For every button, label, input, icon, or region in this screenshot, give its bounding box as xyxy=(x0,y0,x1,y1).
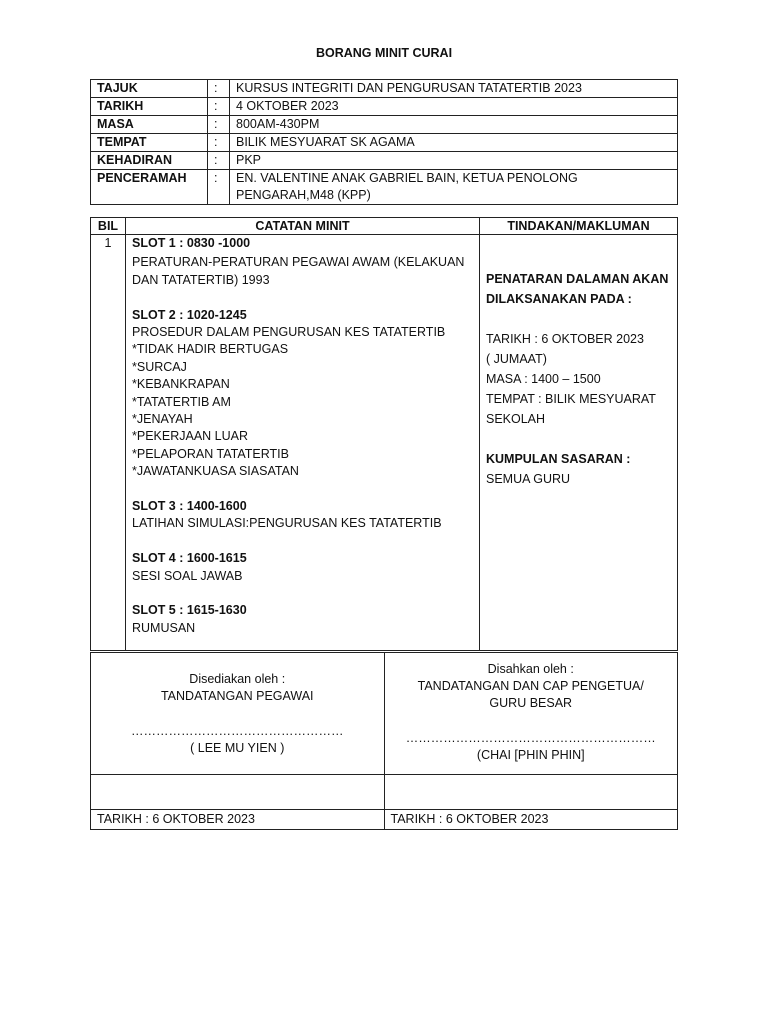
row-number: 1 xyxy=(91,235,126,651)
slot2-item: *TIDAK HADIR BERTUGAS xyxy=(132,342,289,357)
slot2-heading: SLOT 2 : 1020-1245 xyxy=(132,307,247,322)
action-time: MASA : 1400 – 1500 xyxy=(486,372,601,386)
approved-signature-label-line2: GURU BESAR xyxy=(489,696,573,710)
slot2-title: PROSEDUR DALAM PENGURUSAN KES TATATERTIB xyxy=(132,325,446,340)
blank-cell-left xyxy=(91,775,385,810)
slot2-item: *SURCAJ xyxy=(132,359,187,374)
info-row-kehadiran xyxy=(91,152,678,170)
prepared-signature-line: …………………………………………… xyxy=(131,724,344,738)
date-left: TARIKH : 6 OKTOBER 2023 xyxy=(91,810,385,830)
info-value: 4 OKTOBER 2023 xyxy=(230,98,678,116)
form-title: BORANG MINIT CURAI xyxy=(315,46,453,60)
info-label: PENCERAMAH xyxy=(91,170,208,205)
slot4-heading: SLOT 4 : 1600-1615 xyxy=(132,551,247,566)
header-tindakan: TINDAKAN/MAKLUMAN xyxy=(480,218,678,235)
info-row-tajuk xyxy=(91,80,678,98)
info-colon: : xyxy=(208,80,230,98)
info-row-penceramah xyxy=(91,170,678,205)
info-colon: : xyxy=(208,170,230,205)
minutes-notes xyxy=(126,235,480,651)
signature-table xyxy=(90,652,678,830)
info-row-tempat xyxy=(91,134,678,152)
prepared-by-label: Disediakan oleh : xyxy=(189,672,286,686)
approved-by-cell xyxy=(384,653,678,775)
prepared-signature-label: TANDATANGAN PEGAWAI xyxy=(160,689,314,703)
minutes-row xyxy=(91,235,678,651)
info-value: BILIK MESYUARAT SK AGAMA xyxy=(230,134,678,152)
minutes-table xyxy=(90,217,678,651)
info-colon: : xyxy=(208,98,230,116)
info-value: 800AM-430PM xyxy=(230,116,678,134)
info-colon: : xyxy=(208,116,230,134)
info-label: TARIKH xyxy=(91,98,208,116)
blank-cell-right xyxy=(384,775,678,810)
approved-signature-line: …………………………………………………… xyxy=(405,731,656,745)
slot3-text: LATIHAN SIMULASI:PENGURUSAN KES TATATERTIB xyxy=(132,516,442,531)
prepared-name: ( LEE MU YIEN ) xyxy=(190,741,285,755)
info-label: KEHADIRAN xyxy=(91,152,208,170)
action-notes xyxy=(480,235,678,651)
info-label: MASA xyxy=(91,116,208,134)
slot2-item: *PEKERJAAN LUAR xyxy=(132,429,249,444)
info-table xyxy=(90,79,678,205)
action-venue-line1: TEMPAT : BILIK MESYUARAT xyxy=(486,392,656,406)
date-row xyxy=(91,810,678,830)
approved-name: (CHAI [PHIN PHIN] xyxy=(476,748,585,762)
info-label: TAJUK xyxy=(91,80,208,98)
slot1-heading: SLOT 1 : 0830 -1000 xyxy=(132,236,251,250)
slot1-text-line1: PERATURAN-PERATURAN PEGAWAI AWAM (KELAKUAN xyxy=(132,255,465,270)
action-heading-line2: DILAKSANAKAN PADA : xyxy=(486,292,632,306)
action-heading-line1: PENATARAN DALAMAN AKAN xyxy=(486,272,669,286)
slot5-text: RUMUSAN xyxy=(132,620,196,635)
slot2-item: *PELAPORAN TATATERTIB xyxy=(132,446,289,461)
action-date: TARIKH : 6 OKTOBER 2023 xyxy=(486,332,644,346)
header-catatan: CATATAN MINIT xyxy=(126,218,480,235)
slot2-item: *JAWATANKUASA SIASATAN xyxy=(132,464,299,479)
slot3-heading: SLOT 3 : 1400-1600 xyxy=(132,499,247,514)
target-group: SEMUA GURU xyxy=(486,472,571,486)
info-label: TEMPAT xyxy=(91,134,208,152)
minutes-header-row xyxy=(91,218,678,235)
info-row-tarikh xyxy=(91,98,678,116)
slot5-heading: SLOT 5 : 1615-1630 xyxy=(132,603,247,618)
header-bil: BIL xyxy=(91,218,126,235)
slot1-text-line2: DAN TATATERTIB) 1993 xyxy=(132,272,270,287)
action-day: ( JUMAAT) xyxy=(486,352,547,366)
info-value: KURSUS INTEGRITI DAN PENGURUSAN TATATERTIB 2023 xyxy=(230,80,678,98)
approved-by-label: Disahkan oleh : xyxy=(487,662,574,676)
blank-row xyxy=(91,775,678,810)
slot2-item: *TATATERTIB AM xyxy=(132,394,231,409)
info-row-masa xyxy=(91,116,678,134)
signature-row xyxy=(91,653,678,775)
slot4-text: SESI SOAL JAWAB xyxy=(132,568,243,583)
info-colon: : xyxy=(208,134,230,152)
action-venue-line2: SEKOLAH xyxy=(486,412,546,426)
info-value: EN. VALENTINE ANAK GABRIEL BAIN, KETUA PENOLONG PENGARAH,M48 (KPP) xyxy=(230,170,678,205)
info-value: PKP xyxy=(230,152,678,170)
slot2-item: *JENAYAH xyxy=(132,412,193,427)
target-group-heading: KUMPULAN SASARAN : xyxy=(486,452,631,466)
approved-signature-label-line1: TANDATANGAN DAN CAP PENGETUA/ xyxy=(417,679,644,693)
info-colon: : xyxy=(208,152,230,170)
date-right: TARIKH : 6 OKTOBER 2023 xyxy=(384,810,678,830)
prepared-by-cell xyxy=(91,653,385,775)
slot2-item: *KEBANKRAPAN xyxy=(132,377,230,392)
